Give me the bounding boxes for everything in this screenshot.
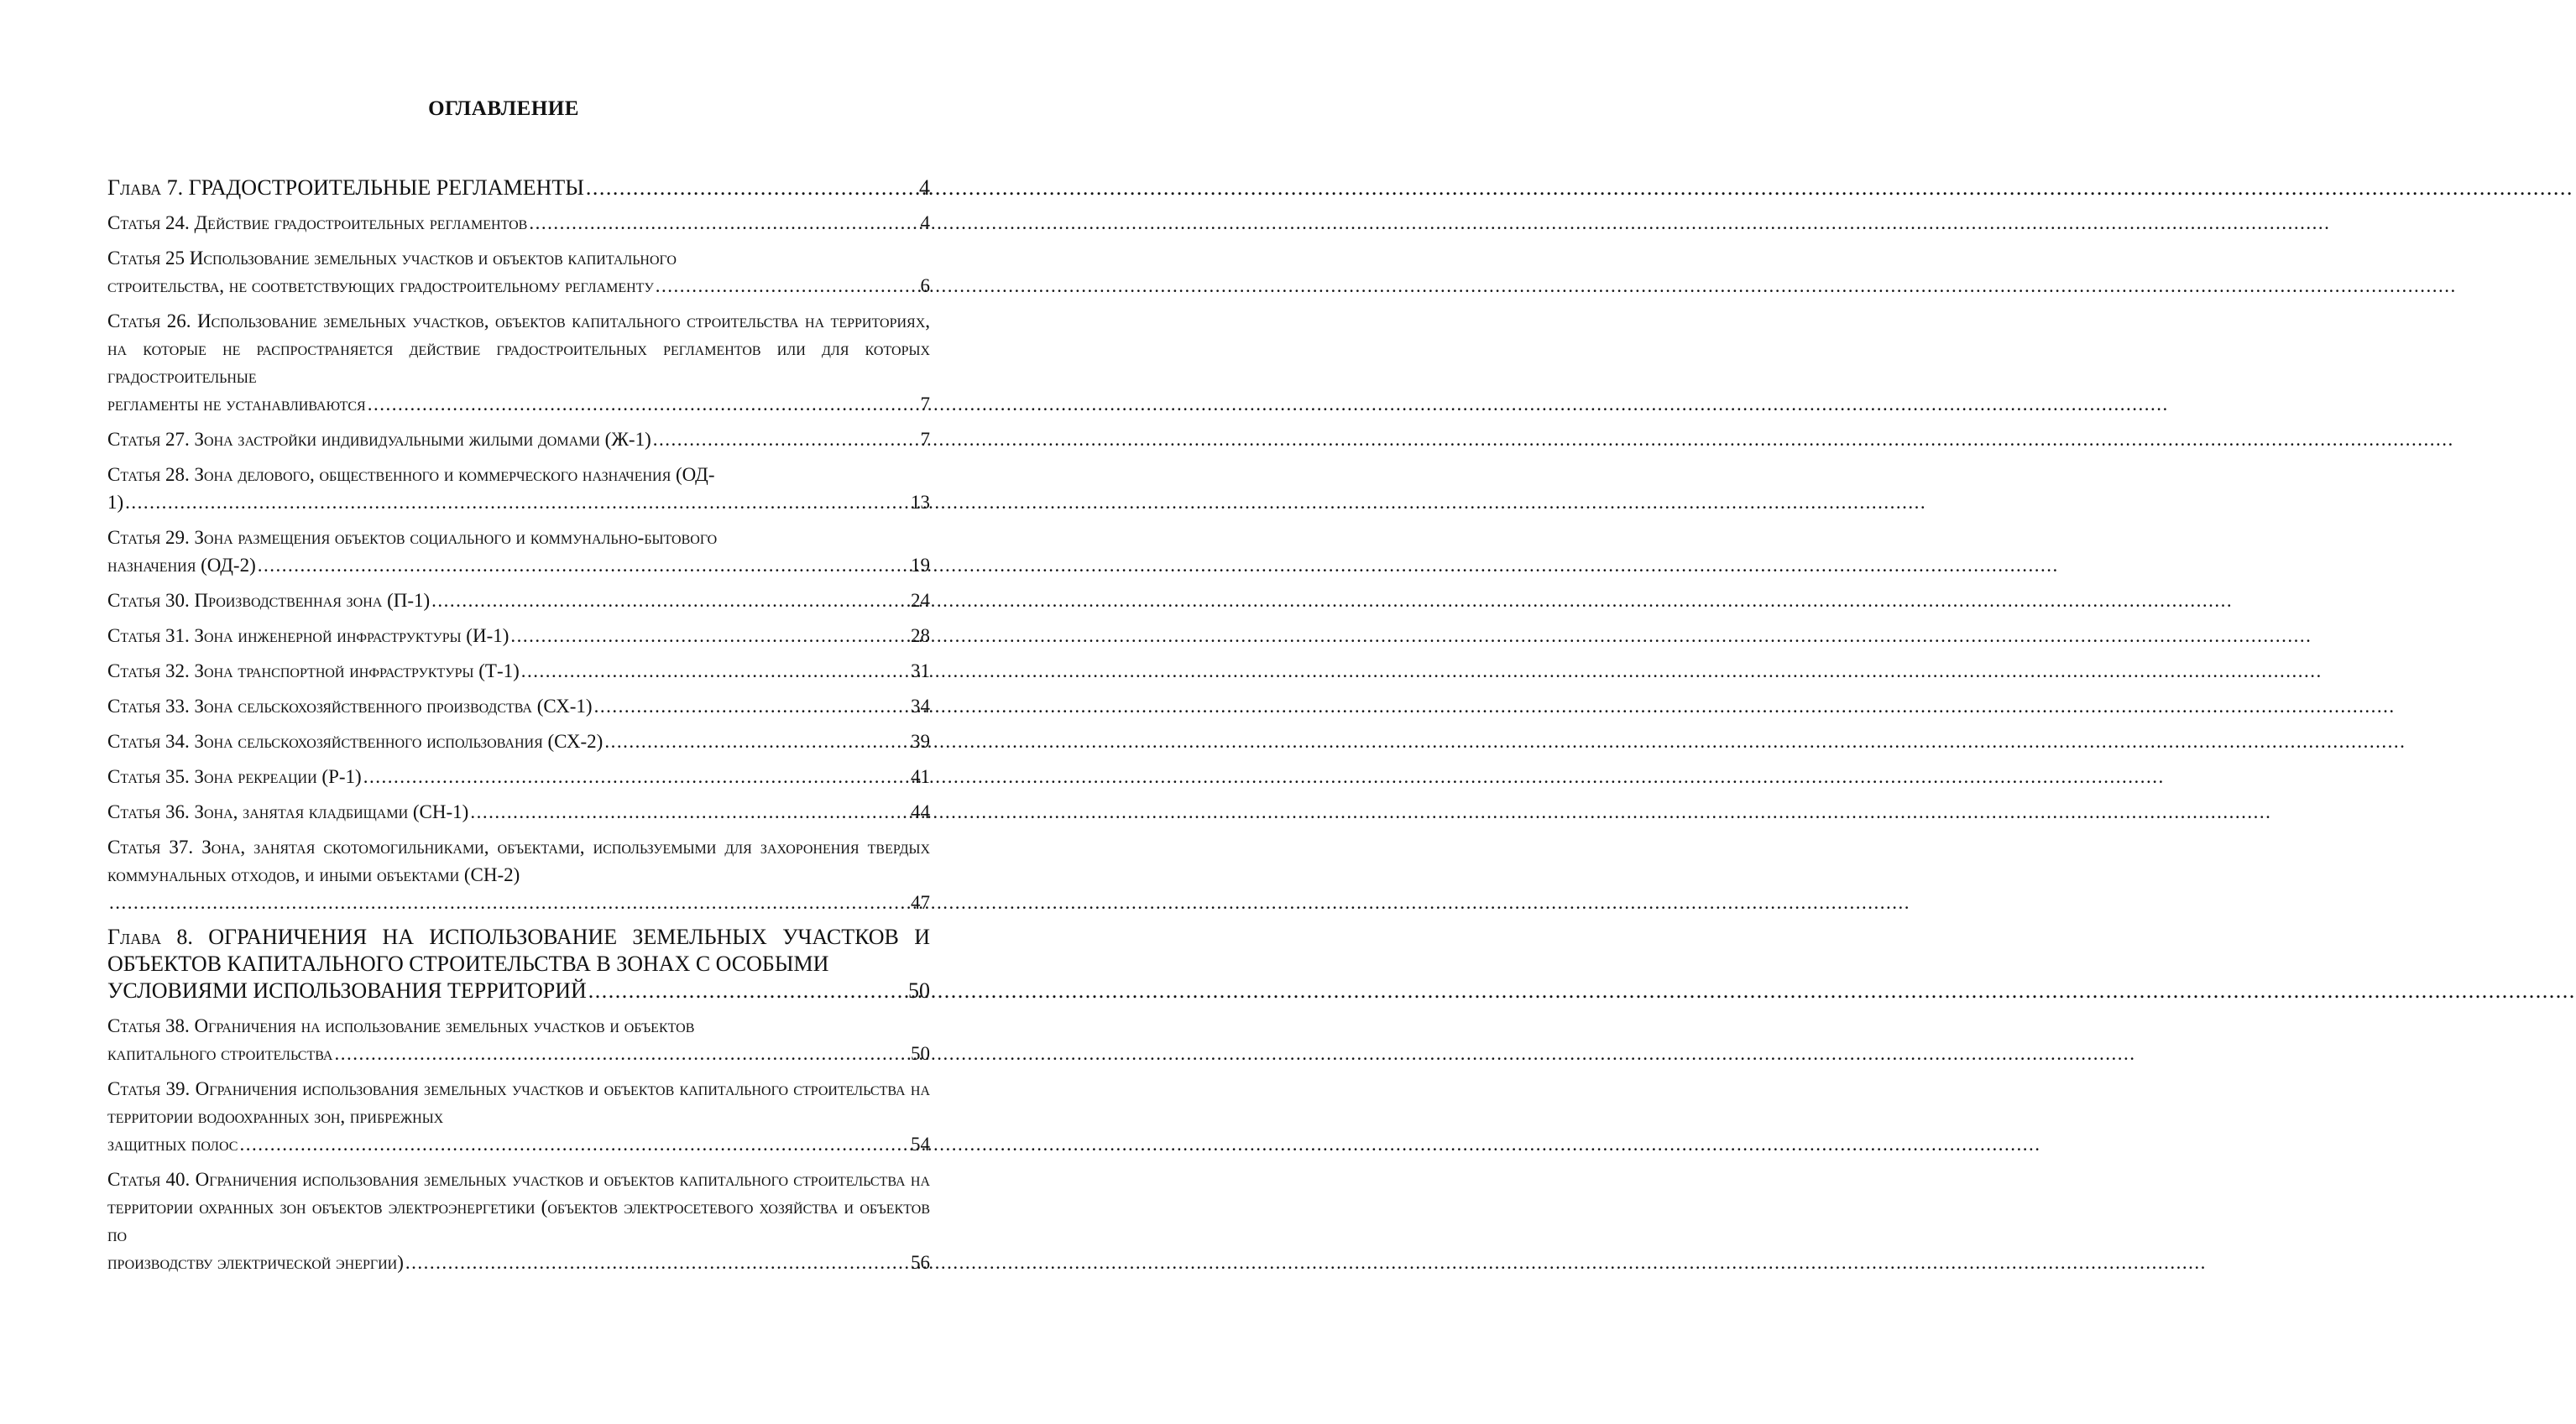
- dot-leader: [588, 978, 907, 1004]
- toc-entry-text: [107, 524, 930, 551]
- toc-entry-lastline: [107, 551, 930, 579]
- toc-entry-tail: [107, 390, 366, 418]
- toc-entry-tail: [107, 209, 527, 237]
- toc-entry-tail: [107, 1130, 238, 1158]
- toc-entry-tail: [107, 1040, 332, 1067]
- toc-entry-text: [107, 924, 930, 978]
- toc-link[interactable]: [107, 1012, 930, 1067]
- toc-entry-tail: [107, 551, 256, 579]
- toc-entry-text: [107, 833, 930, 889]
- toc-entry-text: [107, 461, 930, 488]
- toc-page-number: 4: [919, 175, 930, 200]
- toc-chapter-entry: [107, 175, 930, 201]
- toc-entry-lastline: [107, 692, 930, 720]
- toc-entry-title: Статья 33. Зона сельскохозяйственного производства (СХ-1): [107, 696, 593, 717]
- toc-entry-title: капитального строительства: [107, 1043, 333, 1064]
- toc-entry-title: Статья 27. Зона застройки индивидуальными жилыми домами (Ж-1): [107, 429, 651, 450]
- toc-article-entry: [107, 622, 930, 649]
- toc-entry-lastline: [107, 657, 930, 685]
- toc-entry-lastline: [107, 425, 930, 453]
- toc-entry-lead: Статья 37. Зона, занятая скотомогильниками, объектами, используемыми для захоронения твердых коммунальных отходов, и иными объектами (СН-2): [107, 837, 930, 885]
- dot-leader: [470, 798, 909, 826]
- toc-entry-title: Статья 30. Производственная зона (П-1): [107, 590, 431, 611]
- toc-chapter-prefix: Глава 7.: [107, 175, 184, 200]
- toc-entry-lastline: [107, 889, 930, 916]
- dot-leader: [586, 175, 917, 201]
- toc-entry-tail: [107, 587, 430, 614]
- toc-link[interactable]: [107, 1166, 930, 1276]
- toc-article-entry: [107, 657, 930, 685]
- toc-entry-tail: [107, 657, 520, 685]
- toc-entry-text: [107, 1075, 930, 1130]
- toc-entry-lead: Статья 40. Ограничения использования земельных участков и объектов капитального строительства на территории охранных зон объектов электроэнергетики (объектов электросетевого хозяйства и объектов по: [107, 1169, 930, 1245]
- toc-entry-title: Статья 32. Зона транспортной инфраструктуры (Т-1): [107, 660, 520, 681]
- toc-page-number: 24: [911, 590, 930, 611]
- toc-entry-tail: [107, 798, 468, 826]
- page-title: ОГЛАВЛЕНИЕ: [428, 97, 579, 120]
- toc-page-number: 34: [911, 696, 930, 717]
- toc-entry-lastline: [107, 209, 930, 237]
- toc-article-entry: [107, 1166, 930, 1276]
- toc-article-entry: [107, 307, 930, 418]
- toc-entry-lead: Статья 38. Ограничения на использование земельных участков и объектов: [107, 1015, 695, 1036]
- toc-entry-tail: [107, 1249, 404, 1276]
- dot-leader: [521, 657, 909, 685]
- table-of-contents: [107, 175, 930, 1284]
- toc-entry-text: [107, 1166, 930, 1249]
- toc-entry-tail: [107, 978, 587, 1004]
- toc-entry-lead: ОГРАНИЧЕНИЯ НА ИСПОЛЬЗОВАНИЕ ЗЕМЕЛЬНЫХ УЧАСТКОВ И ОБЪЕКТОВ КАПИТАЛЬНОГО СТРОИТЕЛЬСТВА В ЗОНАХ С ОСОБЫМИ: [107, 925, 931, 976]
- toc-page-number: 39: [911, 731, 930, 752]
- toc-entry-lastline: [107, 978, 930, 1004]
- toc-link[interactable]: [107, 763, 930, 790]
- toc-page-number: 50: [911, 1043, 930, 1064]
- toc-entry-lastline: [107, 272, 930, 300]
- toc-entry-lastline: [107, 587, 930, 614]
- toc-entry-title: ГРАДОСТРОИТЕЛЬНЫЕ РЕГЛАМЕНТЫ: [188, 175, 584, 200]
- toc-entry-title: Статья 34. Зона сельскохозяйственного использования (СХ-2): [107, 731, 604, 752]
- toc-entry-tail: [107, 272, 654, 300]
- toc-entry-tail: [107, 488, 123, 516]
- toc-entry-title: защитных полос: [107, 1134, 238, 1155]
- toc-entry-title: Статья 24. Действие градостроительных регламентов: [107, 212, 528, 233]
- toc-link[interactable]: [107, 1075, 930, 1158]
- toc-article-entry: [107, 798, 930, 826]
- toc-link[interactable]: [107, 587, 930, 614]
- toc-entry-tail: [107, 175, 584, 201]
- toc-link[interactable]: [107, 307, 930, 418]
- toc-entry-lastline: [107, 175, 930, 201]
- toc-page-number: 7: [920, 429, 930, 450]
- dot-leader: [109, 889, 909, 916]
- toc-entry-lastline: [107, 798, 930, 826]
- dot-leader: [529, 209, 918, 237]
- toc-entry-title: Статья 35. Зона рекреации (Р-1): [107, 766, 362, 787]
- toc-link[interactable]: [107, 461, 930, 516]
- toc-entry-tail: [107, 763, 362, 790]
- dot-leader: [363, 763, 909, 790]
- toc-entry-tail: [107, 692, 593, 720]
- toc-link[interactable]: [107, 798, 930, 826]
- toc-entry-lead: Статья 25 Использование земельных участков и объектов капитального: [107, 248, 677, 269]
- document-page: [0, 0, 1007, 1424]
- toc-page-number: 41: [911, 766, 930, 787]
- toc-article-entry: [107, 587, 930, 614]
- toc-entry-text: [107, 1012, 930, 1040]
- toc-article-entry: [107, 763, 930, 790]
- toc-chapter-entry: [107, 924, 930, 1004]
- dot-leader: [656, 272, 919, 300]
- dot-leader: [405, 1249, 909, 1276]
- toc-page-number: 50: [908, 978, 930, 1003]
- toc-entry-lastline: [107, 1130, 930, 1158]
- toc-chapter-prefix: Глава 8.: [107, 925, 193, 949]
- toc-entry-lead: Статья 39. Ограничения использования земельных участков и объектов капитального строительства на территории водоохранных зон, прибрежных: [107, 1078, 930, 1127]
- toc-entry-title: Статья 36. Зона, занятая кладбищами (СН-1): [107, 801, 469, 822]
- toc-link[interactable]: [107, 244, 930, 300]
- toc-link[interactable]: [107, 924, 930, 1004]
- toc-link[interactable]: [107, 524, 930, 579]
- toc-entry-lastline: [107, 728, 930, 755]
- dot-leader: [239, 1130, 909, 1158]
- toc-entry-lastline: [107, 1040, 930, 1067]
- toc-entry-lastline: [107, 763, 930, 790]
- toc-entry-title: 1): [107, 492, 124, 513]
- toc-article-entry: [107, 524, 930, 579]
- toc-page-number: 47: [911, 892, 930, 913]
- toc-article-entry: [107, 209, 930, 237]
- toc-page-number: 44: [911, 801, 930, 822]
- toc-link[interactable]: [107, 209, 930, 237]
- toc-article-entry: [107, 1075, 930, 1158]
- toc-page-number: 4: [920, 212, 930, 233]
- toc-article-entry: [107, 425, 930, 453]
- toc-entry-title: регламенты не устанавливаются: [107, 394, 366, 415]
- toc-article-entry: [107, 833, 930, 916]
- dot-leader: [604, 728, 909, 755]
- dot-leader: [125, 488, 909, 516]
- toc-link[interactable]: [107, 657, 930, 685]
- toc-page-number: 19: [911, 555, 930, 576]
- toc-entry-title: производству электрической энергии): [107, 1252, 404, 1273]
- toc-link[interactable]: [107, 833, 930, 916]
- toc-article-entry: [107, 692, 930, 720]
- toc-entry-lastline: [107, 488, 930, 516]
- toc-entry-lead: Статья 26. Использование земельных участков, объектов капитального строительства на территориях, на которые не распространяется действие градостроительных регламентов или для которых градостроительные: [107, 310, 931, 387]
- toc-link[interactable]: [107, 622, 930, 649]
- toc-link[interactable]: [107, 728, 930, 755]
- toc-entry-lastline: [107, 1249, 930, 1276]
- toc-link[interactable]: [107, 175, 930, 201]
- dot-leader: [368, 390, 919, 418]
- dot-leader: [594, 692, 909, 720]
- toc-page-number: 31: [911, 660, 930, 681]
- toc-entry-title: назначения (ОД-2): [107, 555, 256, 576]
- toc-entry-lastline: [107, 622, 930, 649]
- toc-page-number: 13: [911, 492, 930, 513]
- toc-entry-tail: [107, 728, 603, 755]
- toc-entry-title: УСЛОВИЯМИ ИСПОЛЬЗОВАНИЯ ТЕРРИТОРИЙ: [107, 978, 587, 1003]
- toc-entry-tail: [107, 622, 509, 649]
- toc-entry-text: [107, 307, 930, 390]
- toc-entry-lead: Статья 28. Зона делового, общественного и коммерческого назначения (ОД-: [107, 464, 715, 485]
- toc-link[interactable]: [107, 692, 930, 720]
- toc-article-entry: [107, 461, 930, 516]
- toc-page-number: 28: [911, 625, 930, 646]
- toc-page-number: 56: [911, 1252, 930, 1273]
- toc-entry-tail: [107, 425, 651, 453]
- toc-page-number: 7: [920, 394, 930, 415]
- toc-article-entry: [107, 244, 930, 300]
- dot-leader: [258, 551, 909, 579]
- toc-entry-lastline: [107, 390, 930, 418]
- toc-article-entry: [107, 1012, 930, 1067]
- dot-leader: [510, 622, 909, 649]
- toc-entry-text: [107, 244, 930, 272]
- toc-link[interactable]: [107, 425, 930, 453]
- toc-page-number: 54: [911, 1134, 930, 1155]
- dot-leader: [431, 587, 909, 614]
- dot-leader: [334, 1040, 909, 1067]
- toc-article-entry: [107, 728, 930, 755]
- toc-entry-lead: Статья 29. Зона размещения объектов социального и коммунально-бытового: [107, 527, 718, 548]
- toc-entry-title: Статья 31. Зона инженерной инфраструктуры (И-1): [107, 625, 509, 646]
- toc-entry-title: строительства, не соответствующих градостроительному регламенту: [107, 275, 654, 296]
- toc-page-number: 6: [920, 275, 930, 296]
- dot-leader: [653, 425, 919, 453]
